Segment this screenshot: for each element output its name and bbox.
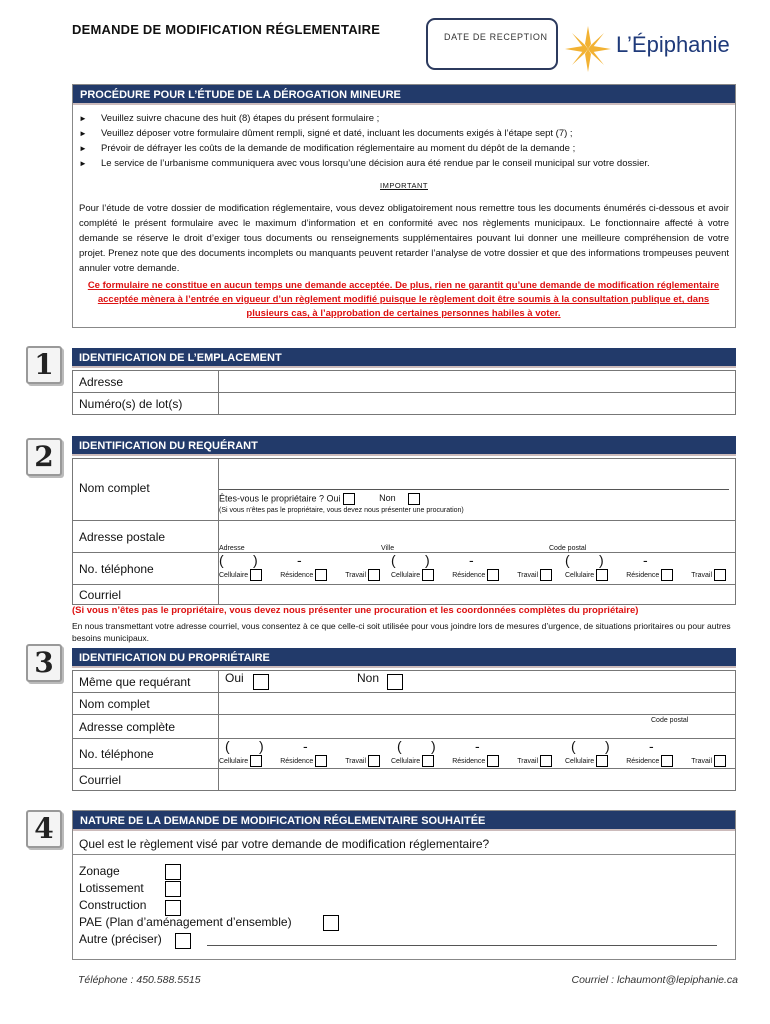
addr-sub-address: Adresse (219, 545, 245, 552)
same-no-label: Non (357, 671, 380, 685)
work-checkbox[interactable] (714, 569, 726, 581)
step-number-3: 3 (26, 644, 62, 682)
procedure-heading: PROCÉDURE POUR L’ÉTUDE DE LA DÉROGATION MINEURE (73, 85, 735, 105)
autre-checkbox[interactable] (175, 933, 191, 949)
owner-email-label: Courriel (73, 769, 219, 791)
work-checkbox[interactable] (540, 755, 552, 767)
cell-checkbox[interactable] (596, 755, 608, 767)
date-box-label: DATE DE RECEPTION (444, 32, 548, 42)
home-label: Résidence (626, 757, 660, 765)
bullet-item: ► Veuillez déposer votre formulaire dûment rempli, signé et daté, incluant les documents exigés à l’étape sept (7) ; (79, 126, 729, 141)
owner-table (72, 670, 736, 791)
owner-yes-checkbox[interactable] (343, 493, 355, 505)
same-yes-checkbox[interactable] (253, 674, 269, 690)
procedure-box (72, 84, 736, 328)
procedure-paragraph: Pour l’étude de votre dossier de modification réglementaire, vous devez obligatoirement nous remettre tous les documents énumérés ci-dessous et avoir complété le présent formulaire avec le maximum d’information et en conformité avec nos règlements municipaux. Le fonctionnaire affecté à votre demande se réserve le droit d’exiger tous documents ou renseignements supplémentaires pouvant lui donner une meilleure compréhension de votre projet. Prenez note que des documents incomplets ou manquants peuvent retarder l’analyse de votre dossier et que des informations trompeuses peuvent annuler votre demande. (79, 203, 729, 274)
date-reception-box[interactable] (426, 18, 558, 70)
step-number-1: 1 (26, 346, 62, 384)
home-checkbox[interactable] (315, 569, 327, 581)
lot-number-field[interactable] (219, 393, 736, 415)
work-checkbox[interactable] (368, 755, 380, 767)
cell-label: Cellulaire (391, 571, 421, 579)
option-label: Lotissement (79, 881, 144, 895)
lotissement-checkbox[interactable] (165, 881, 181, 897)
owner-note: (Si vous n’êtes pas le propriétaire, vous devez nous présenter une procuration) (219, 507, 464, 514)
email-field[interactable] (219, 585, 736, 605)
same-as-applicant-label: Même que requérant (73, 671, 219, 693)
section1-heading: IDENTIFICATION DE L’EMPLACEMENT (72, 348, 736, 368)
section2-heading: IDENTIFICATION DU REQUÉRANT (72, 436, 736, 456)
cell-label: Cellulaire (219, 571, 249, 579)
home-checkbox[interactable] (315, 755, 327, 767)
home-checkbox[interactable] (661, 569, 673, 581)
same-as-applicant-field (219, 671, 736, 693)
regulation-question: Quel est le règlement visé par votre demande de modification réglementaire? (73, 833, 735, 855)
owner-address-field[interactable] (219, 715, 736, 739)
section4-heading: NATURE DE LA DEMANDE DE MODIFICATION RÉGLEMENTAIRE SOUHAITÉE (73, 811, 735, 831)
cell-checkbox[interactable] (422, 569, 434, 581)
step-number-4: 4 (26, 810, 62, 848)
owner-no-checkbox[interactable] (408, 493, 420, 505)
home-label: Résidence (280, 571, 314, 579)
address-label: Adresse (73, 371, 219, 393)
cell-label: Cellulaire (565, 757, 595, 765)
owner-phone-field[interactable]: ( ) - Cellulaire Résidence Travail ( ) - Cellulaire Résidence Travail ( ) - Cellulaire Résidence Travail (219, 739, 736, 769)
addr-sub-postal: Code postal (549, 545, 587, 552)
lot-number-label: Numéro(s) de lot(s) (73, 393, 219, 415)
owner-name-field[interactable] (219, 693, 736, 715)
home-checkbox[interactable] (487, 569, 499, 581)
work-label: Travail (345, 757, 367, 765)
phone-label: No. téléphone (73, 553, 219, 585)
option-label: PAE (Plan d’aménagement d’ensemble) (79, 915, 292, 929)
email-consent-note: En nous transmettant votre adresse courriel, vous consentez à ce que celle-ci soit utilisée pour vous joindre lors de mesures d’urgence, de situations prioritaires ou pour autres besoins municipaux. (72, 621, 731, 643)
logo-text: L’Épiphanie (616, 32, 730, 57)
bullet-item: ► Veuillez suivre chacune des huit (8) étapes du présent formulaire ; (79, 111, 729, 126)
cell-checkbox[interactable] (250, 569, 262, 581)
addr-sub-city: Ville (381, 545, 395, 552)
cell-checkbox[interactable] (422, 755, 434, 767)
autre-specify-line[interactable] (207, 945, 717, 946)
owner-name-label: Nom complet (73, 693, 219, 715)
address-field[interactable] (219, 371, 736, 393)
option-label: Autre (préciser) (79, 932, 162, 946)
work-label: Travail (517, 571, 539, 579)
cell-checkbox[interactable] (250, 755, 262, 767)
phone-field[interactable]: ( ) - Cellulaire Résidence Travail ( ) - Cellulaire Résidence Travail ( ) - Cellulaire Résidence Travail (219, 553, 736, 585)
footer-email: Courriel : lchaumont@lepiphanie.ca (571, 974, 738, 986)
owner-phone-label: No. téléphone (73, 739, 219, 769)
bullet-item: ► Le service de l’urbanisme communiquera avec vous lorsqu’une décision aura été rendue par le conseil municipal sur votre dossier. (79, 156, 729, 171)
applicant-table (72, 458, 736, 605)
work-label: Travail (691, 757, 713, 765)
same-yes-label: Oui (225, 671, 244, 685)
cell-label: Cellulaire (391, 757, 421, 765)
cell-checkbox[interactable] (596, 569, 608, 581)
pae-checkbox[interactable] (323, 915, 339, 931)
owner-email-field[interactable] (219, 769, 736, 791)
sun-logo-icon (565, 26, 611, 72)
bullet-item: ► Prévoir de défrayer les coûts de la demande de modification réglementaire au moment du dépôt de la demande ; (79, 141, 729, 156)
step-number-2: 2 (26, 438, 62, 476)
work-label: Travail (517, 757, 539, 765)
regulation-options (79, 863, 292, 948)
postal-address-label: Adresse postale (73, 521, 219, 553)
home-checkbox[interactable] (661, 755, 673, 767)
option-label: Construction (79, 898, 147, 912)
owner-postal-label: Code postal (651, 717, 689, 724)
footer-phone: Téléphone : 450.588.5515 (78, 974, 201, 986)
email-label: Courriel (73, 585, 219, 605)
warning-text: Ce formulaire ne constitue en aucun temps une demande acceptée. De plus, rien ne garantit qu’une demande de modification réglementaire acceptée mènera à l’entrée en vigueur d’un règlement modifié puisque le règlement doit être soumis à la consultation publique et, dans plusieurs cas, à l’approbation de certaines personnes habiles à voter. (87, 280, 720, 319)
home-label: Résidence (452, 757, 486, 765)
nature-box (72, 810, 736, 960)
home-label: Résidence (452, 571, 486, 579)
same-no-checkbox[interactable] (387, 674, 403, 690)
owner-address-label: Adresse complète (73, 715, 219, 739)
work-checkbox[interactable] (368, 569, 380, 581)
zonage-checkbox[interactable] (165, 864, 181, 880)
cell-label: Cellulaire (565, 571, 595, 579)
page-title: DEMANDE DE MODIFICATION RÉGLEMENTAIRE (72, 22, 381, 37)
important-label: IMPORTANT (380, 181, 428, 190)
procedure-bullets (79, 111, 729, 171)
work-label: Travail (345, 571, 367, 579)
applicant-name-field[interactable] (219, 459, 736, 521)
owner-no-label: Non (379, 493, 396, 504)
section3-heading: IDENTIFICATION DU PROPRIÉTAIRE (72, 648, 736, 668)
proxy-red-note: (Si vous n’êtes pas le propriétaire, vous devez nous présenter une procuration et les coordonnées complètes du propriétaire) (72, 605, 639, 616)
cell-label: Cellulaire (219, 757, 249, 765)
work-checkbox[interactable] (540, 569, 552, 581)
owner-question: Êtes-vous le propriétaire ? Oui (219, 493, 341, 504)
home-label: Résidence (626, 571, 660, 579)
work-label: Travail (691, 571, 713, 579)
name-label: Nom complet (73, 459, 219, 521)
home-label: Résidence (280, 757, 314, 765)
location-table (72, 370, 736, 415)
option-label: Zonage (79, 864, 120, 878)
home-checkbox[interactable] (487, 755, 499, 767)
postal-address-field[interactable] (219, 521, 736, 553)
work-checkbox[interactable] (714, 755, 726, 767)
